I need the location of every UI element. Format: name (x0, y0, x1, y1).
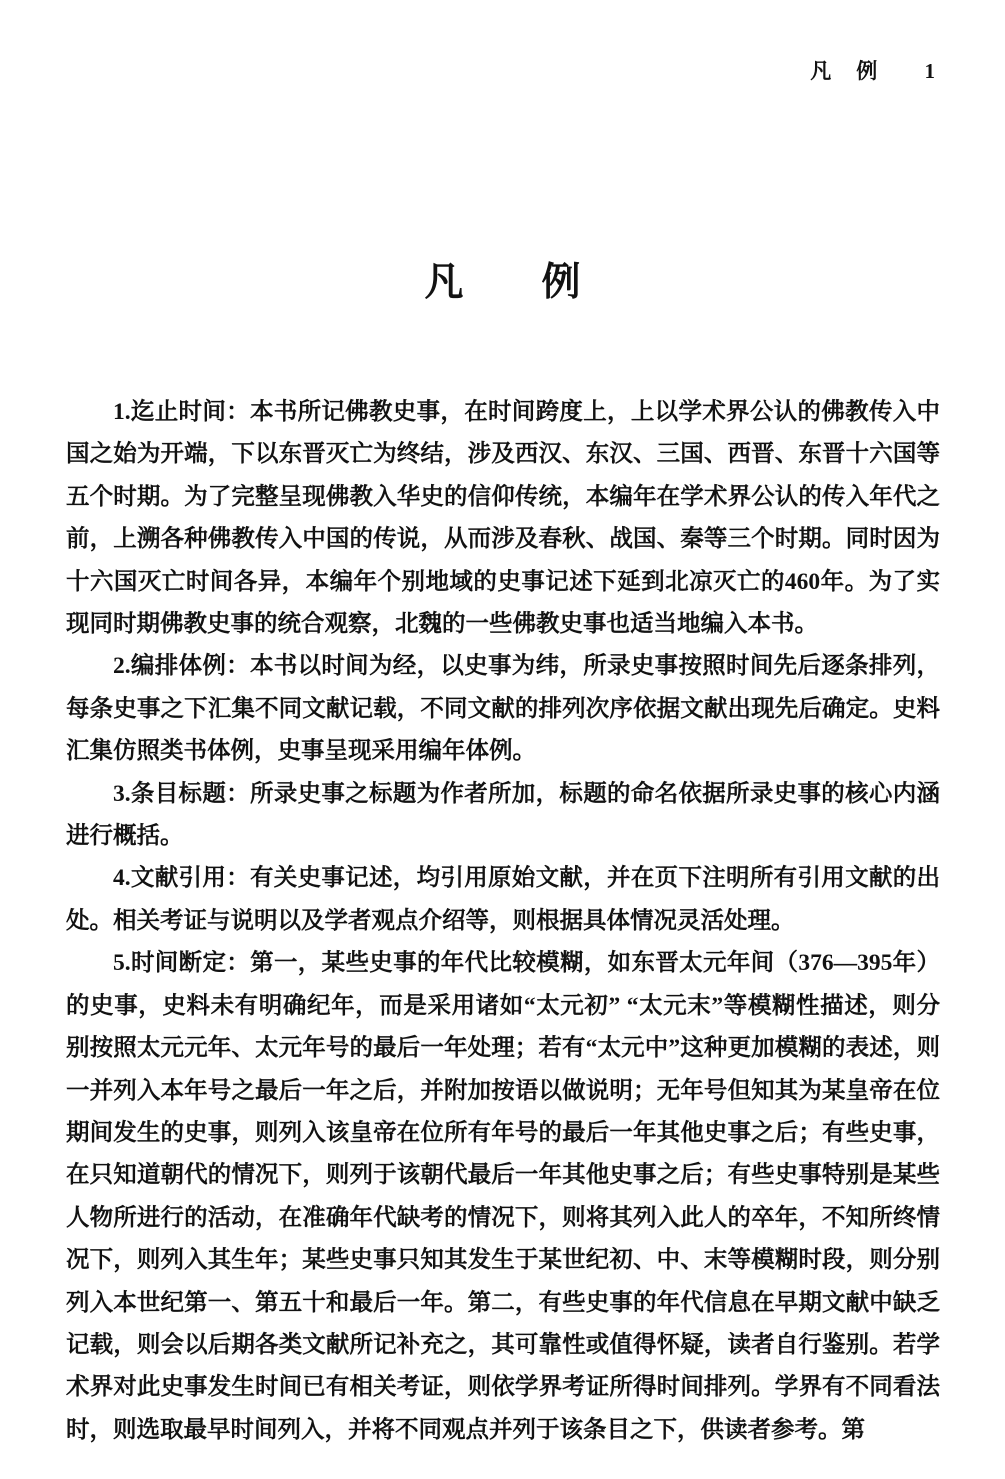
paragraph: 2.编排体例：本书以时间为经，以史事为纬，所录史事按照时间先后逐条排列，每条史事之下汇集不同文献记载，不同文献的排列次序依据文献出现先后确定。史料汇集仿照类书体例，史事呈现采用编年体例。 (66, 653, 940, 765)
paragraph: 5.时间断定：第一，某些史事的年代比较模糊，如东晋太元年间（376—395年）的史事，史料未有明确纪年，而是采用诸如“太元初” “太元末”等模糊性描述，则分别按照太元元年、太元年号的最后一年处理；若有“太元中”这种更加模糊的表述，则一并列入本年号之最后一年之后，并附加按语以做说明；无年号但知其为某皇帝在位期间发生的史事，则列入该皇帝在位所有年号的最后一年其他史事之后；有些史事，在只知道朝代的情况下，则列于该朝代最后一年其他史事之后；有些史事特别是某些人物所进行的活动，在准确年代缺考的情况下，则将其列入此人的卒年，不知所终情况下，则列入其生年；某些史事只知其发生于某世纪初、中、末等模糊时段，则分别列入本世纪第一、第五十和最后一年。第二，有些史事的年代信息在早期文献中缺乏记载，则会以后期各类文献所记补充之，其可靠性或值得怀疑，读者自行鉴别。若学术界对此史事发生时间已有相关考证，则依学界考证所得时间排列。学界有不同看法时，则选取最早时间列入，并将不同观点并列于该条目之下，供读者参考。第 (66, 950, 940, 1443)
running-head (810, 55, 935, 85)
paragraph: 1.迄止时间：本书所记佛教史事，在时间跨度上，上以学术界公认的佛教传入中国之始为开端，下以东晋灭亡为终结，涉及西汉、东汉、三国、西晋、东晋十六国等五个时期。为了完整呈现佛教入华史的信仰传统，本编年在学术界公认的传入年代之前，上溯各种佛教传入中国的传说，从而涉及春秋、战国、秦等三个时期。同时因为十六国灭亡时间各异，本编年个别地域的史事记述下延到北凉灭亡的460年。为了实现同时期佛教史事的统合观察，北魏的一些佛教史事也适当地编入本书。 (66, 399, 940, 638)
document-body (66, 391, 940, 1451)
running-head-title: 凡 例 (810, 59, 880, 83)
page-title: 凡 例 (424, 261, 581, 304)
paragraph: 3.条目标题：所录史事之标题为作者所加，标题的命名依据所录史事的核心内涵进行概括。 (66, 780, 940, 850)
page-number: 1 (924, 59, 935, 83)
paragraph: 4.文献引用：有关史事记述，均引用原始文献，并在页下注明所有引用文献的出处。相关考证与说明以及学者观点介绍等，则根据具体情况灵活处理。 (66, 865, 940, 934)
